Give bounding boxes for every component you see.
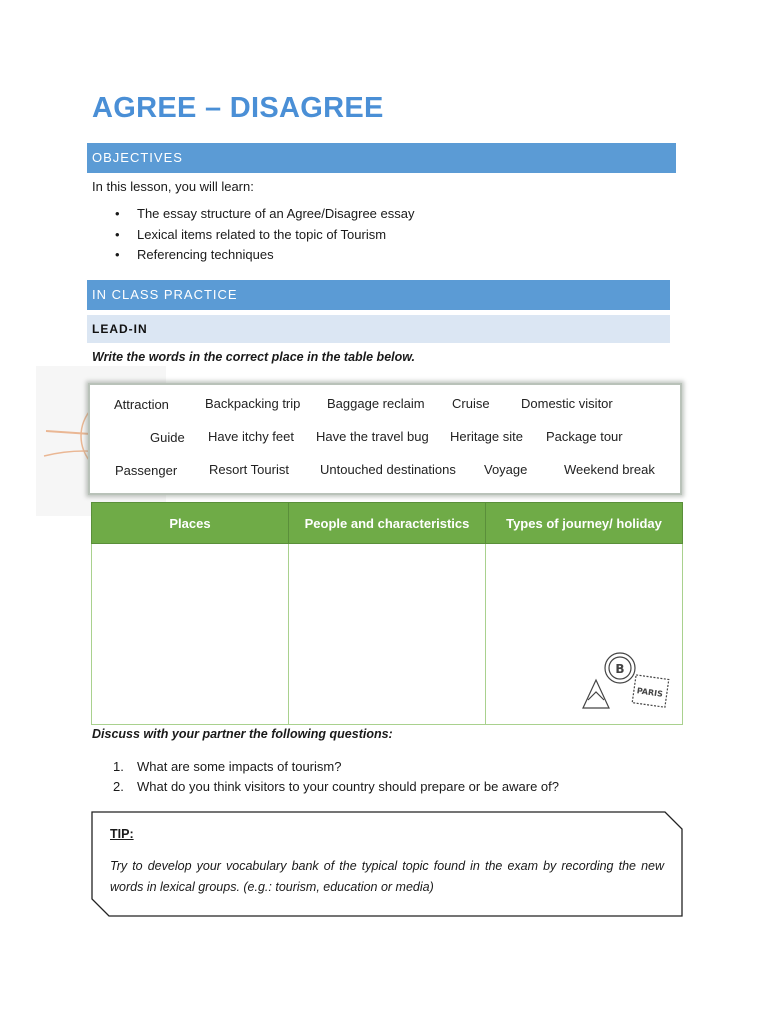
word-item: Package tour xyxy=(546,429,623,444)
objective-item: • The essay structure of an Agree/Disagree essay xyxy=(137,206,414,221)
in-class-practice-heading: IN CLASS PRACTICE xyxy=(87,280,670,310)
word-item: Guide xyxy=(150,430,185,445)
word-item: Heritage site xyxy=(450,429,523,444)
word-item: Attraction xyxy=(114,397,169,412)
objective-item: • Referencing techniques xyxy=(137,247,274,262)
word-item: Baggage reclaim xyxy=(327,396,425,411)
stamp-letter: B xyxy=(615,662,625,676)
word-item: Have the travel bug xyxy=(316,429,429,444)
question-number: 1. xyxy=(113,759,124,774)
table-header-places: Places xyxy=(92,503,289,544)
tip-text: Try to develop your vocabulary bank of the typical topic found in the exam by recording the new words in lexical groups. (e.g.: tourism, education or media) xyxy=(110,859,664,894)
objectives-intro: In this lesson, you will learn: xyxy=(92,179,254,194)
question-item: What are some impacts of tourism? xyxy=(137,759,342,774)
table-header-journey: Types of journey/ holiday xyxy=(486,503,683,544)
lead-in-heading: LEAD-IN xyxy=(87,315,670,343)
word-item: Voyage xyxy=(484,462,528,477)
objective-item: • Lexical items related to the topic of Tourism xyxy=(137,227,386,242)
table-cell-places[interactable] xyxy=(92,544,289,725)
word-item: Domestic visitor xyxy=(521,396,613,411)
word-item: Weekend break xyxy=(564,462,655,477)
word-bank-box xyxy=(88,383,682,495)
question-item: What do you think visitors to your country should prepare or be aware of? xyxy=(137,779,559,794)
question-number: 2. xyxy=(113,779,124,794)
travel-stamps-icon xyxy=(578,650,674,716)
tip-box xyxy=(91,811,683,917)
stamp-paris-text: PARIS xyxy=(636,686,664,699)
word-item: Cruise xyxy=(452,396,490,411)
instruction-text: Write the words in the correct place in the table below. xyxy=(92,350,415,364)
word-item: Backpacking trip xyxy=(205,396,301,411)
tip-label: TIP: xyxy=(110,827,134,841)
discuss-heading: Discuss with your partner the following questions: xyxy=(92,727,393,741)
word-item: Untouched destinations xyxy=(320,462,456,477)
objectives-heading: OBJECTIVES xyxy=(87,143,676,173)
word-item: Have itchy feet xyxy=(208,429,294,444)
page-title: AGREE – DISAGREE xyxy=(92,92,384,124)
table-cell-people[interactable] xyxy=(289,544,486,725)
word-item: Passenger xyxy=(115,463,178,478)
word-item: Resort Tourist xyxy=(209,462,289,477)
table-header-people: People and characteristics xyxy=(289,503,486,544)
